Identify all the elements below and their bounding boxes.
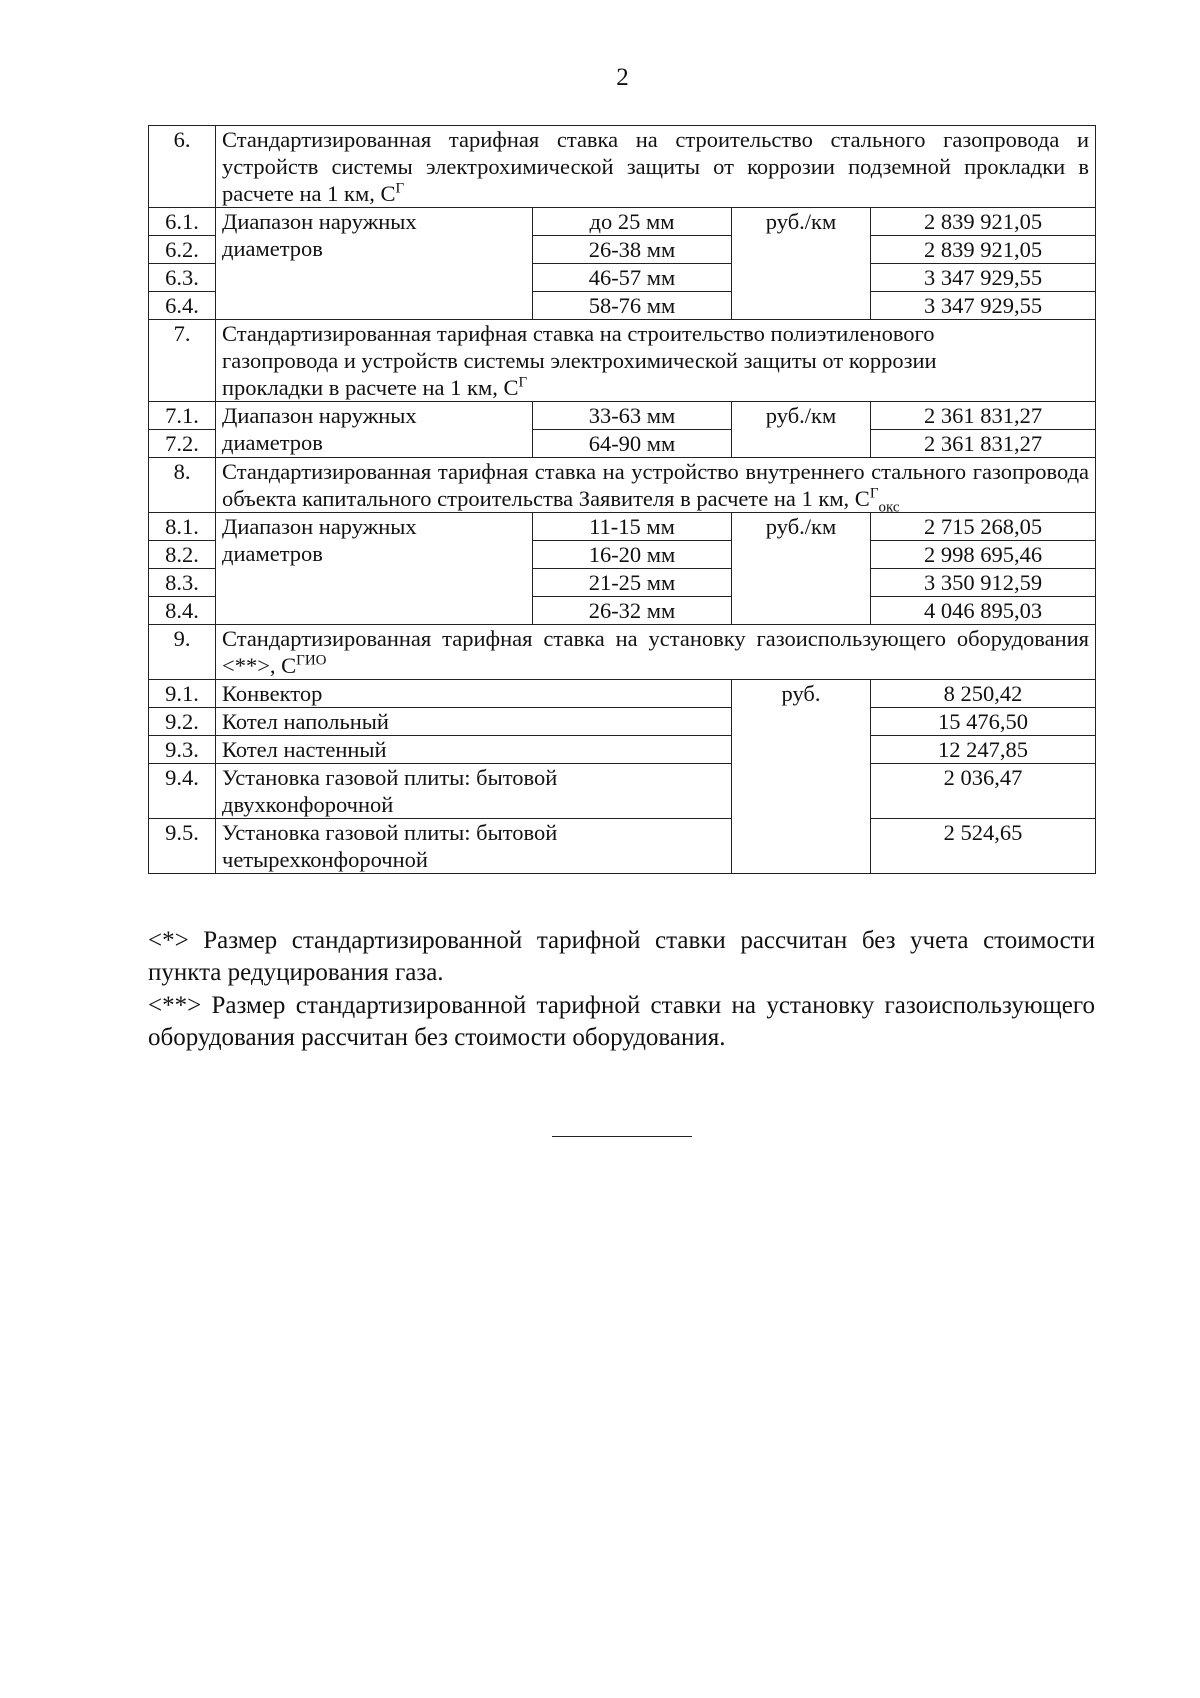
range-label: Диапазон наружных диаметров — [216, 208, 533, 320]
range-value: 46-57 мм — [533, 264, 732, 292]
rate-value: 2 715 268,05 — [871, 513, 1096, 541]
table-row — [149, 208, 1096, 236]
rate-value: 15 476,50 — [871, 708, 1096, 736]
range-label: Диапазон наружных диаметров — [216, 402, 533, 458]
item-label: Котел настенный — [216, 736, 732, 764]
item-label: Установка газовой плиты: бытовой четырехконфорочной — [216, 819, 732, 874]
table-row — [149, 402, 1096, 430]
rate-value: 2 998 695,46 — [871, 541, 1096, 569]
range-value: 26-38 мм — [533, 236, 732, 264]
rate-value: 3 347 929,55 — [871, 292, 1096, 320]
row-number: 9.2. — [149, 708, 216, 736]
range-value: 26-32 мм — [533, 597, 732, 625]
row-number: 8.3. — [149, 569, 216, 597]
row-number: 6.2. — [149, 236, 216, 264]
section-header-row — [149, 126, 1096, 208]
table-row — [149, 708, 1096, 736]
section-title: Стандартизированная тарифная ставка на установку газоиспользующего оборудования <**>, $С^{ГИО}$ — [216, 625, 1096, 680]
table-row — [149, 764, 1096, 819]
footnote-1: <*> Размер стандартизированной тарифной ставки рассчитан без учета стоимости пункта редуцирования газа. — [148, 927, 1095, 986]
footnote-2: <**> Размер стандартизированной тарифной ставки на установку газоиспользующего оборудования рассчитан без стоимости оборудования. — [148, 992, 1095, 1051]
rate-value: 2 839 921,05 — [871, 208, 1096, 236]
row-number: 9.4. — [149, 764, 216, 819]
rate-value: 2 361 831,27 — [871, 402, 1096, 430]
item-label: Установка газовой плиты: бытовой двухконфорочной — [216, 764, 732, 819]
range-value: до 25 мм — [533, 208, 732, 236]
section-number: 9. — [149, 625, 216, 680]
range-value: 16-20 мм — [533, 541, 732, 569]
section-header-row — [149, 458, 1096, 513]
range-label: Диапазон наружных диаметров — [216, 513, 533, 625]
row-number: 9.1. — [149, 680, 216, 708]
section-number: 7. — [149, 320, 216, 402]
row-number: 8.2. — [149, 541, 216, 569]
unit-label: руб./км — [732, 513, 871, 625]
row-number: 8.4. — [149, 597, 216, 625]
rate-value: 12 247,85 — [871, 736, 1096, 764]
table-row — [149, 819, 1096, 874]
tariff-table — [148, 125, 1096, 874]
row-number: 7.2. — [149, 430, 216, 458]
item-label: Котел напольный — [216, 708, 732, 736]
section-header-row — [149, 320, 1096, 402]
range-value: 11-15 мм — [533, 513, 732, 541]
section-title: Стандартизированная тарифная ставка на устройство внутреннего стального газопровода объекта капитального строительства Заявителя в расчете на 1 км, $С^Г_{окс}$ — [216, 458, 1096, 513]
page-number: 2 — [616, 64, 629, 91]
row-number: 9.3. — [149, 736, 216, 764]
table-row — [149, 680, 1096, 708]
unit-label: руб./км — [732, 402, 871, 458]
section-number: 8. — [149, 458, 216, 513]
unit-label: руб./км — [732, 208, 871, 320]
table-row — [149, 736, 1096, 764]
row-number: 7.1. — [149, 402, 216, 430]
rate-value: 3 347 929,55 — [871, 264, 1096, 292]
range-value: 21-25 мм — [533, 569, 732, 597]
range-value: 58-76 мм — [533, 292, 732, 320]
range-value: 33-63 мм — [533, 402, 732, 430]
row-number: 9.5. — [149, 819, 216, 874]
section-number: 6. — [149, 126, 216, 208]
rate-value: 2 036,47 — [871, 764, 1096, 819]
section-title: Стандартизированная тарифная ставка на строительство полиэтиленового газопровода и устройств системы электрохимической защиты от коррозии прокладки в расчете на 1 км, $С^Г$ — [216, 320, 1096, 402]
rate-value: 2 524,65 — [871, 819, 1096, 874]
unit-label: руб. — [732, 680, 871, 874]
row-number: 8.1. — [149, 513, 216, 541]
section-title: Стандартизированная тарифная ставка на строительство стального газопровода и устройств системы электрохимической защиты от коррозии подземной прокладки в расчете на 1 км, $С^Г$ — [216, 126, 1096, 208]
section-header-row — [149, 625, 1096, 680]
rate-value: 8 250,42 — [871, 680, 1096, 708]
separator-line — [552, 1136, 692, 1137]
row-number: 6.4. — [149, 292, 216, 320]
rate-value: 4 046 895,03 — [871, 597, 1096, 625]
rate-value: 3 350 912,59 — [871, 569, 1096, 597]
table-row — [149, 513, 1096, 541]
row-number: 6.3. — [149, 264, 216, 292]
item-label: Конвектор — [216, 680, 732, 708]
rate-value: 2 361 831,27 — [871, 430, 1096, 458]
row-number: 6.1. — [149, 208, 216, 236]
rate-value: 2 839 921,05 — [871, 236, 1096, 264]
range-value: 64-90 мм — [533, 430, 732, 458]
